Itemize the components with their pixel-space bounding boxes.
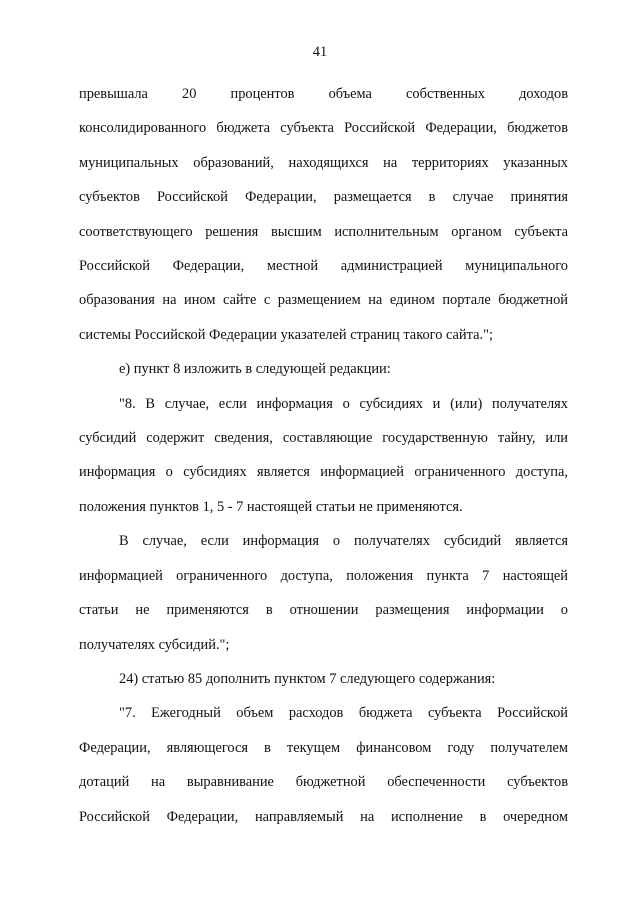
text-line: Российской Федерации, местной администрацией муниципального — [79, 258, 568, 275]
text-line: положения пунктов 1, 5 - 7 настоящей статьи не применяются. — [79, 498, 463, 515]
text-line: В случае, если информация о получателях субсидий является — [119, 533, 568, 550]
text-line: Российской Федерации, направляемый на исполнение в очередном — [79, 808, 568, 825]
text-line: консолидированного бюджета субъекта Российской Федерации, бюджетов — [79, 120, 568, 137]
text-line: информацией ограниченного доступа, положения пункта 7 настоящей — [79, 567, 568, 584]
text-line: "7. Ежегодный объем расходов бюджета субъекта Российской — [119, 705, 568, 722]
text-line: "8. В случае, если информация о субсидиях и (или) получателях — [119, 395, 568, 412]
text-line: соответствующего решения высшим исполнительным органом субъекта — [79, 223, 568, 240]
text-line: превышала 20 процентов объема собственных доходов — [79, 86, 568, 102]
document-body — [79, 77, 568, 834]
text-line: дотаций на выравнивание бюджетной обеспеченности субъектов — [79, 774, 568, 791]
page-number: 41 — [312, 44, 328, 60]
text-line: Федерации, являющегося в текущем финансовом году получателем — [79, 739, 568, 756]
text-line: получателях субсидий."; — [79, 636, 230, 653]
text-line: муниципальных образований, находящихся на территориях указанных — [79, 154, 568, 171]
text-line: информация о субсидиях является информацией ограниченного доступа, — [79, 464, 568, 481]
text-line: системы Российской Федерации указателей страниц такого сайта."; — [79, 326, 493, 343]
text-line: субсидий содержит сведения, составляющие государственную тайну, или — [79, 430, 568, 447]
text-line: статьи не применяются в отношении размещения информации о — [79, 602, 568, 619]
text-line: субъектов Российской Федерации, размещается в случае принятия — [79, 189, 568, 206]
text-line: е) пункт 8 изложить в следующей редакции: — [119, 361, 391, 378]
text-line: 24) статью 85 дополнить пунктом 7 следующего содержания: — [119, 670, 496, 687]
text-line: образования на ином сайте с размещением на едином портале бюджетной — [79, 292, 568, 309]
